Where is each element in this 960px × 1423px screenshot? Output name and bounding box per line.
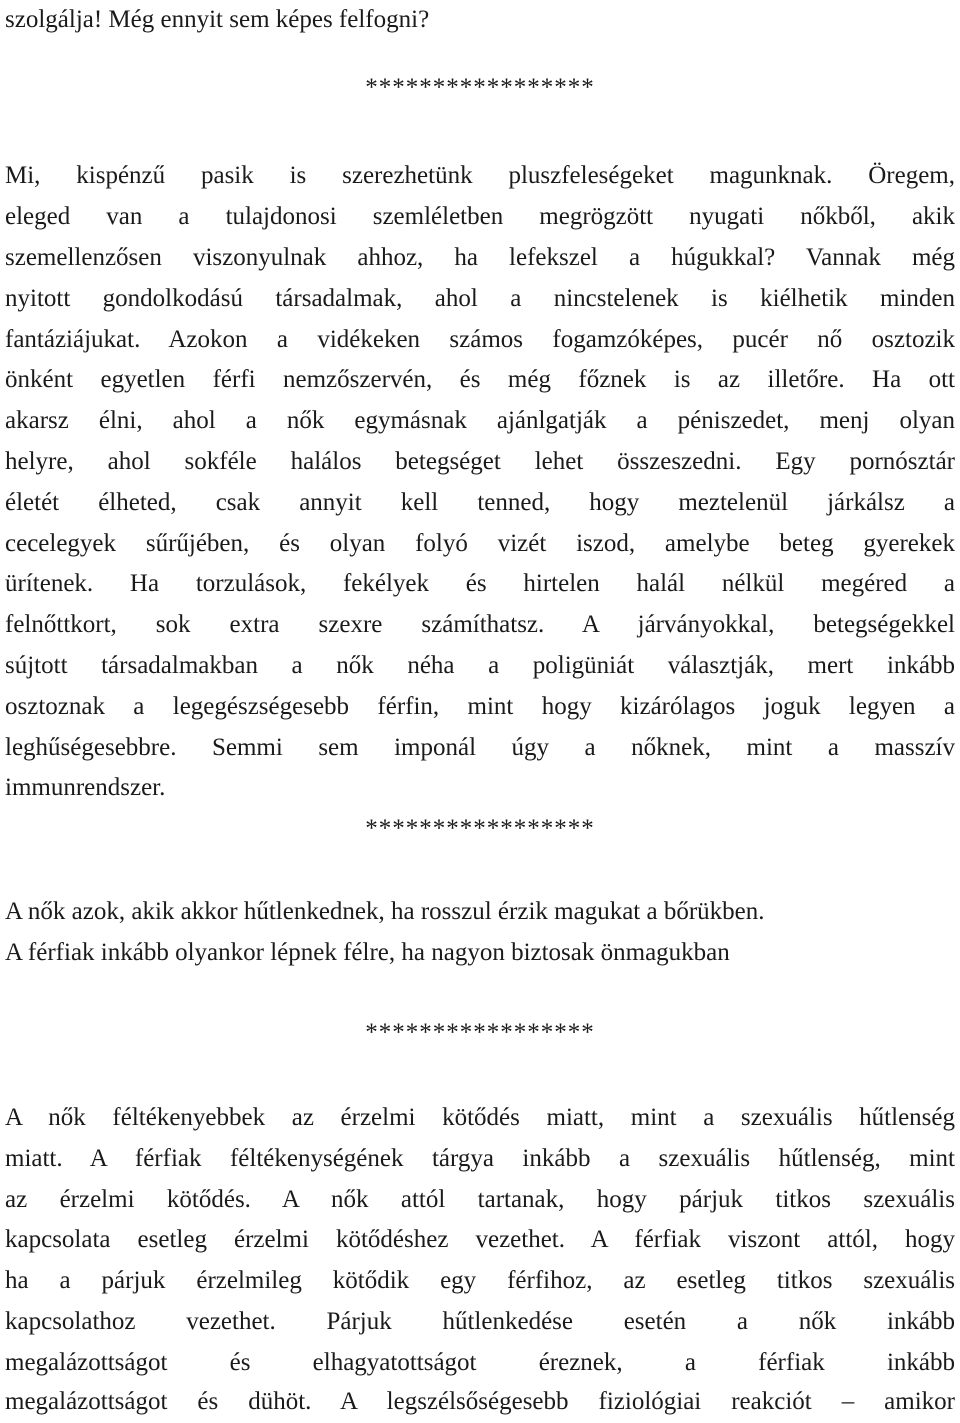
separator-1: ***************** — [365, 74, 595, 101]
paragraph-line: kapcsolata esetleg érzelmi kötődéshez vezethet. A férfiak viszont attól, hogy — [5, 1226, 955, 1253]
paragraph-line: ha a párjuk érzelmileg kötődik egy férfihoz, az esetleg titkos szexuális — [5, 1267, 955, 1294]
paragraph-line: az érzelmi kötődés. A nők attól tartanak, hogy párjuk titkos szexuális — [5, 1186, 955, 1213]
paragraph-line: sújtott társadalmakban a nők néha a poligüniát választják, mert inkább — [5, 652, 955, 679]
paragraph-line: osztoznak a legegészségesebb férfin, mint hogy kizárólagos joguk legyen a — [5, 693, 955, 720]
paragraph-line: felnőttkort, sok extra szexre számíthatsz. A járványokkal, betegségekkel — [5, 611, 955, 638]
intro-line: szolgálja! Még ennyit sem képes felfogni? — [5, 6, 430, 33]
paragraph-line: A nők azok, akik akkor hűtlenkednek, ha rosszul érzik magukat a bőrükben. — [5, 898, 765, 925]
paragraph-line: A férfiak inkább olyankor lépnek félre, ha nagyon biztosak önmagukban — [5, 939, 730, 966]
separator-2: ***************** — [365, 815, 595, 842]
separator-3: ***************** — [365, 1019, 595, 1046]
paragraph-line: megalázottságot és dühöt. A legszélsőségesebb fiziológiai reakciót – amikor — [5, 1388, 955, 1415]
paragraph-line: ürítenek. Ha torzulások, fekélyek és hirtelen halál nélkül megéred a — [5, 570, 955, 597]
paragraph-line: szemellenzősen viszonyulnak ahhoz, ha lefekszel a húgukkal? Vannak még — [5, 244, 955, 271]
paragraph-line: önként egyetlen férfi nemzőszervén, és még főznek is az illetőre. Ha ott — [5, 366, 955, 393]
paragraph-line: életét élheted, csak annyit kell tenned, hogy meztelenül járkálsz a — [5, 489, 955, 516]
paragraph-line: immunrendszer. — [5, 774, 166, 801]
paragraph-line: nyitott gondolkodású társadalmak, ahol a nincstelenek is kiélhetik minden — [5, 285, 955, 312]
paragraph-line: helyre, ahol sokféle halálos betegséget lehet összeszedni. Egy pornósztár — [5, 448, 955, 475]
paragraph-line: megalázottságot és elhagyatottságot éreznek, a férfiak inkább — [5, 1349, 955, 1376]
paragraph-line: A nők féltékenyebbek az érzelmi kötődés miatt, mint a szexuális hűtlenség — [5, 1104, 955, 1131]
paragraph-line: leghűségesebbre. Semmi sem imponál úgy a nőknek, mint a masszív — [5, 734, 955, 761]
paragraph-line: cecelegyek sűrűjében, és olyan folyó vizét iszod, amelybe beteg gyerekek — [5, 530, 955, 557]
paragraph-line: kapcsolathoz vezethet. Párjuk hűtlenkedése esetén a nők inkább — [5, 1308, 955, 1335]
paragraph-line: Mi, kispénzű pasik is szerezhetünk pluszfeleségeket magunknak. Öregem, — [5, 162, 955, 189]
paragraph-line: eleged van a tulajdonosi szemléletben megrögzött nyugati nőkből, akik — [5, 203, 955, 230]
paragraph-line: akarsz élni, ahol a nők egymásnak ajánlgatják a péniszedet, menj olyan — [5, 407, 955, 434]
paragraph-line: fantáziájukat. Azokon a vidékeken számos fogamzóképes, pucér nő osztozik — [5, 326, 955, 353]
paragraph-line: miatt. A férfiak féltékenységének tárgya inkább a szexuális hűtlenség, mint — [5, 1145, 955, 1172]
